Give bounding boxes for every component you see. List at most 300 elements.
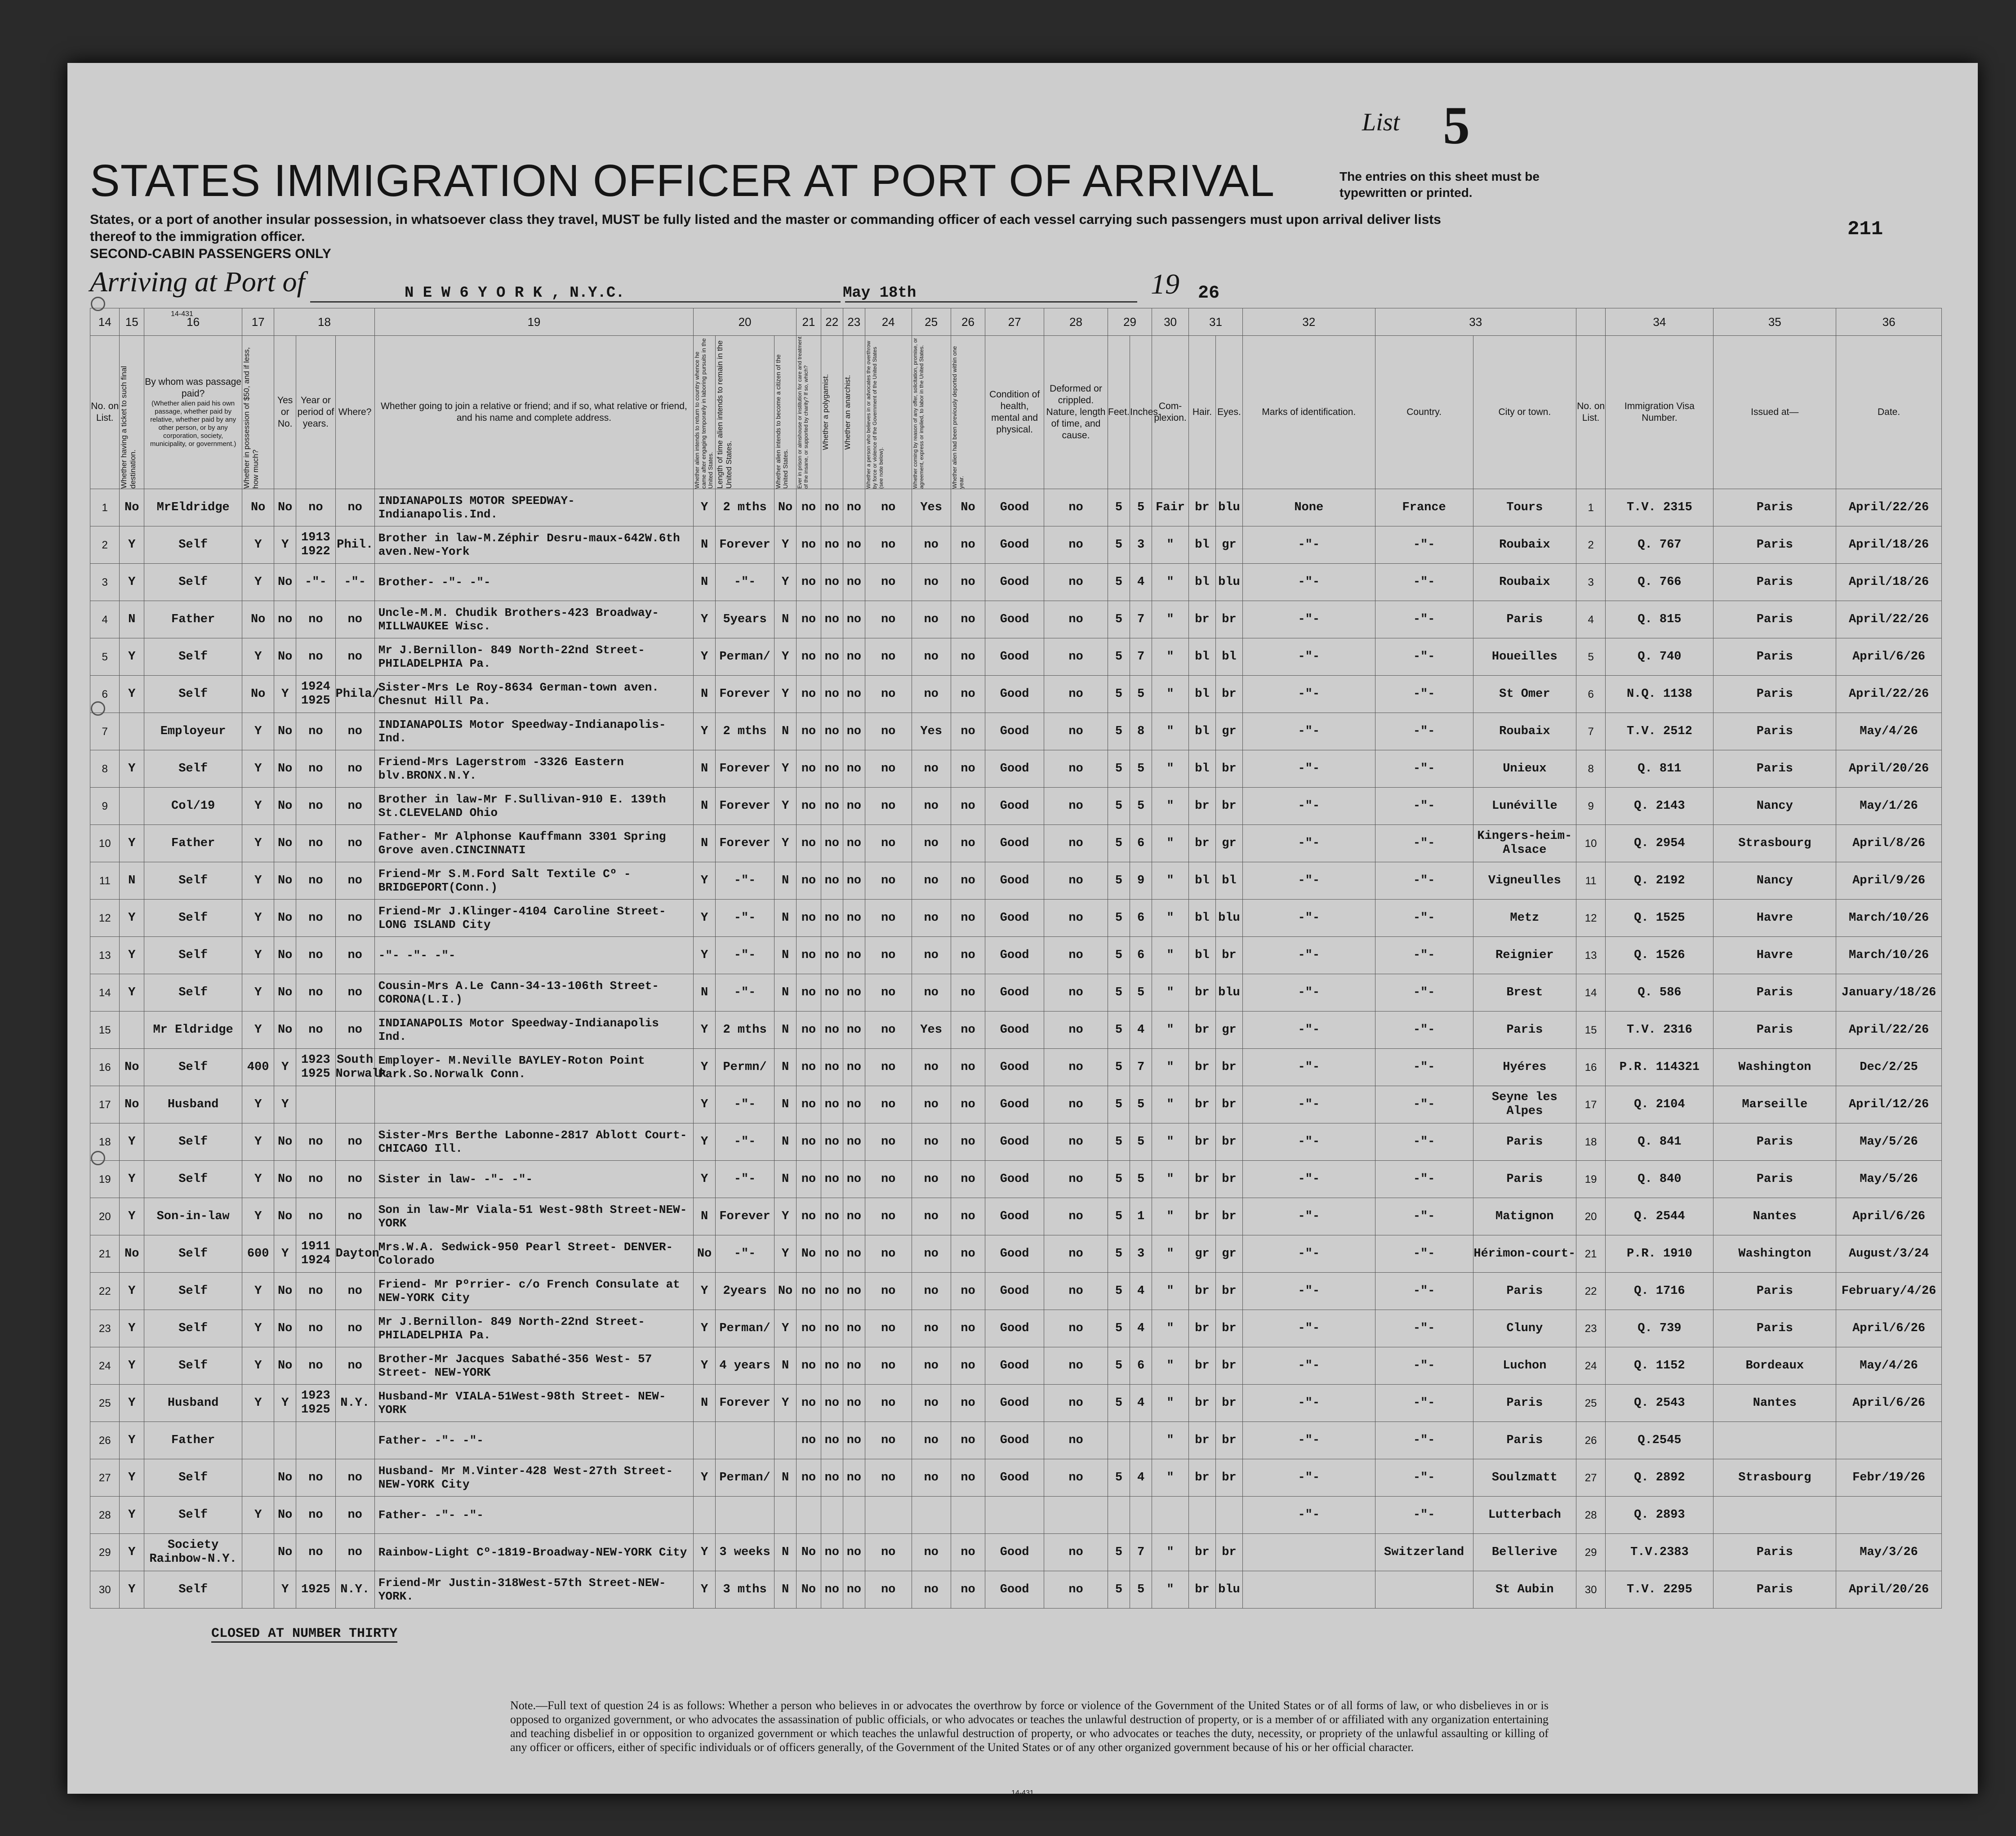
cell-compl: " (1152, 1123, 1189, 1161)
cell-in: 9 (1130, 862, 1152, 900)
cell-e: no (821, 638, 843, 676)
cell-before: No (274, 1273, 296, 1310)
cell-city: St Omer (1473, 676, 1576, 713)
cell-visa: Q. 2143 (1606, 788, 1713, 825)
cell-where: no (335, 900, 374, 937)
cell-health: Good (985, 638, 1044, 676)
cell-b: -"- (716, 1161, 774, 1198)
cell-paid: Employeur (144, 713, 242, 750)
cell-in: 6 (1130, 937, 1152, 974)
cell-eyes: bl (1215, 862, 1242, 900)
cell-ft: 5 (1108, 900, 1130, 937)
cell-ticket: Y (120, 1385, 144, 1422)
cell-eyes: br (1215, 1422, 1242, 1459)
cell-e: no (821, 1347, 843, 1385)
cell-eyes: gr (1215, 825, 1242, 862)
cell-compl: " (1152, 676, 1189, 713)
cell-n: 10 (1576, 825, 1605, 862)
cell-where: N.Y. (335, 1385, 374, 1422)
cell-g (865, 1497, 912, 1534)
cell-n: 25 (1576, 1385, 1605, 1422)
cell-eyes: br (1215, 750, 1242, 788)
cell-ticket (120, 788, 144, 825)
cell-eyes: br (1215, 1310, 1242, 1347)
cell-g: no (865, 564, 912, 601)
cell-visa: Q. 740 (1606, 638, 1713, 676)
cell-in: 4 (1130, 1012, 1152, 1049)
cell-f: no (843, 1459, 865, 1497)
cell-join: Husband-Mr VIALA-51West-98th Street- NEW-YORK (374, 1385, 693, 1422)
cell-issued: Paris (1713, 750, 1836, 788)
cell-i: no (951, 1012, 985, 1049)
cell-city: Hyéres (1473, 1049, 1576, 1086)
cell-b: Perman/ (716, 1459, 774, 1497)
cell-period: no (296, 1123, 335, 1161)
cell-period: no (296, 1198, 335, 1235)
cell-b: Forever (716, 526, 774, 564)
cell-where: no (335, 1497, 374, 1534)
header-purpose-b-text: Length of time alien intends to remain in the United States. (716, 340, 734, 489)
cell-ticket: Y (120, 1459, 144, 1497)
cell-i: no (951, 676, 985, 713)
cell-period: no (296, 974, 335, 1012)
cell-g: no (865, 750, 912, 788)
cell-in: 7 (1130, 638, 1152, 676)
cell-compl: " (1152, 1273, 1189, 1310)
cell-i: no (951, 1086, 985, 1123)
cell-where: no (335, 937, 374, 974)
col-num: 27 (985, 308, 1044, 336)
cell-fifty: Y (242, 564, 274, 601)
cell-hair: br (1188, 1571, 1215, 1609)
table-row (90, 638, 1942, 676)
cell-n: 13 (1576, 937, 1605, 974)
cell-d: no (797, 564, 821, 601)
cell-paid: Self (144, 676, 242, 713)
cell-b: Forever (716, 750, 774, 788)
table-row (90, 1086, 1942, 1123)
cell-h: no (912, 1310, 951, 1347)
cell-join: Uncle-M.M. Chudik Brothers-423 Broadway-MILLWAUKEE Wisc. (374, 601, 693, 638)
cell-ticket: No (120, 489, 144, 526)
cell-health: Good (985, 713, 1044, 750)
cell-d: No (797, 1571, 821, 1609)
column-header-row (90, 336, 1942, 489)
cell-c: Y (774, 788, 797, 825)
header-q26-text: Whether alien had been previously deported within one year. (951, 346, 965, 489)
cell-paid: Self (144, 1049, 242, 1086)
cell-c: N (774, 713, 797, 750)
header-anarchist (843, 336, 865, 489)
cell-vdate: April/12/26 (1836, 1086, 1942, 1123)
cell-fifty (242, 1571, 274, 1609)
cell-join: Father- Mr Alphonse Kauffmann 3301 Spring Grove aven.CINCINNATI (374, 825, 693, 862)
cell-i: no (951, 638, 985, 676)
cell-e: no (821, 1123, 843, 1161)
cell-deformed: no (1044, 937, 1108, 974)
cell-compl: " (1152, 1571, 1189, 1609)
cell-ft: 5 (1108, 713, 1130, 750)
cell-eyes: br (1215, 1123, 1242, 1161)
cell-marks: -"- (1242, 1273, 1375, 1310)
cell-h: no (912, 564, 951, 601)
cell-hair: bl (1188, 900, 1215, 937)
cell-join: Friend-Mr S.M.Ford Salt Textile Cº -BRIDGEPORT(Conn.) (374, 862, 693, 900)
cell-deformed (1044, 1497, 1108, 1534)
cell-paid: Self (144, 1123, 242, 1161)
cell-compl: " (1152, 788, 1189, 825)
cell-before: No (274, 638, 296, 676)
cell-period: 1923 1925 (296, 1049, 335, 1086)
cell-c: Y (774, 564, 797, 601)
cell-join: Father- -"- -"- (374, 1497, 693, 1534)
cell-d: no (797, 1198, 821, 1235)
cell-compl: " (1152, 974, 1189, 1012)
cell-paid: Self (144, 974, 242, 1012)
cell-issued: Paris (1713, 1534, 1836, 1571)
cell-city: Paris (1473, 601, 1576, 638)
cell-n: 13 (90, 937, 120, 974)
header-issued: Issued at— (1713, 336, 1836, 489)
cell-paid: Self (144, 1571, 242, 1609)
cell-eyes: br (1215, 1198, 1242, 1235)
cell-compl: " (1152, 1012, 1189, 1049)
cell-vdate: May/5/26 (1836, 1161, 1942, 1198)
table-row (90, 1422, 1942, 1459)
cell-ft: 5 (1108, 676, 1130, 713)
cell-marks: -"- (1242, 1012, 1375, 1049)
cell-a: N (694, 750, 716, 788)
cell-country: -"- (1375, 1049, 1473, 1086)
cell-country: -"- (1375, 601, 1473, 638)
cell-period: no (296, 1161, 335, 1198)
cell-deformed: no (1044, 601, 1108, 638)
header-inches: Inches. (1130, 336, 1152, 489)
cell-d: No (797, 1235, 821, 1273)
cell-in: 5 (1130, 1571, 1152, 1609)
col-num: 30 (1152, 308, 1189, 336)
cell-join: Father- -"- -"- (374, 1422, 693, 1459)
cell-issued: Paris (1713, 1012, 1836, 1049)
cell-vdate: April/20/26 (1836, 750, 1942, 788)
cell-a: Y (694, 489, 716, 526)
cell-country: -"- (1375, 1086, 1473, 1123)
cell-compl: " (1152, 937, 1189, 974)
cell-city: Lutterbach (1473, 1497, 1576, 1534)
cell-a: Y (694, 1086, 716, 1123)
table-row (90, 713, 1942, 750)
cell-fifty: Y (242, 900, 274, 937)
cell-country: -"- (1375, 638, 1473, 676)
table-row (90, 1161, 1942, 1198)
cell-i: no (951, 713, 985, 750)
cell-i: no (951, 1534, 985, 1571)
cell-deformed: no (1044, 1161, 1108, 1198)
cell-compl: " (1152, 1534, 1189, 1571)
cell-marks: -"- (1242, 937, 1375, 974)
cell-ft: 5 (1108, 1086, 1130, 1123)
cell-n: 23 (1576, 1310, 1605, 1347)
cell-compl: " (1152, 750, 1189, 788)
cell-join: Friend-Mr Justin-318West-57th Street-NEW-YORK. (374, 1571, 693, 1609)
cell-ft: 5 (1108, 1161, 1130, 1198)
cell-marks (1242, 1534, 1375, 1571)
cell-health: Good (985, 1273, 1044, 1310)
cell-ft: 5 (1108, 1310, 1130, 1347)
manifest-table (90, 308, 1942, 1609)
cell-visa: Q. 811 (1606, 750, 1713, 788)
cell-d: no (797, 638, 821, 676)
cell-before: No (274, 862, 296, 900)
cell-f: no (843, 1049, 865, 1086)
cell-vdate: April/8/26 (1836, 825, 1942, 862)
col-num: 14 (90, 308, 120, 336)
cell-n: 29 (1576, 1534, 1605, 1571)
cell-i: No (951, 489, 985, 526)
cell-fifty: Y (242, 937, 274, 974)
cell-g: no (865, 1049, 912, 1086)
cell-b: 4 years (716, 1347, 774, 1385)
cell-join: INDIANAPOLIS MOTOR SPEEDWAY- Indianapolis.Ind. (374, 489, 693, 526)
cell-n: 28 (90, 1497, 120, 1534)
cell-health: Good (985, 1086, 1044, 1123)
cell-g: no (865, 900, 912, 937)
cell-paid: Self (144, 900, 242, 937)
cell-period: no (296, 1273, 335, 1310)
cell-b: 2 mths (716, 489, 774, 526)
cell-h: no (912, 1571, 951, 1609)
cell-fifty: Y (242, 1310, 274, 1347)
cell-c: N (774, 974, 797, 1012)
cell-b: 3 weeks (716, 1534, 774, 1571)
header-marks: Marks of identification. (1242, 336, 1375, 489)
cell-eyes: blu (1215, 974, 1242, 1012)
cell-city: Roubaix (1473, 564, 1576, 601)
cell-issued: Paris (1713, 489, 1836, 526)
cell-n: 7 (1576, 713, 1605, 750)
cell-ft: 5 (1108, 1534, 1130, 1571)
cell-ft: 5 (1108, 1459, 1130, 1497)
cell-hair: bl (1188, 862, 1215, 900)
cell-eyes: gr (1215, 1235, 1242, 1273)
cell-city: Paris (1473, 1123, 1576, 1161)
cell-deformed: no (1044, 1012, 1108, 1049)
cell-b: Perman/ (716, 638, 774, 676)
table-row (90, 676, 1942, 713)
cell-where: Phil. (335, 526, 374, 564)
cell-h: no (912, 1086, 951, 1123)
cell-ticket: Y (120, 750, 144, 788)
cell-g: no (865, 1571, 912, 1609)
cell-ft (1108, 1422, 1130, 1459)
cell-before: no (274, 601, 296, 638)
cell-in: 3 (1130, 526, 1152, 564)
cell-vdate: April/22/26 (1836, 601, 1942, 638)
cell-compl: Fair (1152, 489, 1189, 526)
cell-ticket: Y (120, 1347, 144, 1385)
cell-join (374, 1086, 693, 1123)
cell-in: 4 (1130, 1459, 1152, 1497)
header-period: Year or period of years. (296, 336, 335, 489)
cell-country: -"- (1375, 1012, 1473, 1049)
cell-ticket: Y (120, 1571, 144, 1609)
cell-g: no (865, 937, 912, 974)
cell-marks: -"- (1242, 1459, 1375, 1497)
col-num: 24 (865, 308, 912, 336)
cell-health: Good (985, 1534, 1044, 1571)
cell-issued: Paris (1713, 1123, 1836, 1161)
cell-issued: Paris (1713, 638, 1836, 676)
cell-i: no (951, 862, 985, 900)
cell-visa: Q. 586 (1606, 974, 1713, 1012)
cell-vdate: April/6/26 (1836, 1198, 1942, 1235)
cell-ticket: Y (120, 937, 144, 974)
cell-a: Y (694, 1049, 716, 1086)
cell-deformed: no (1044, 1310, 1108, 1347)
cell-fifty: Y (242, 1198, 274, 1235)
cell-n: 8 (90, 750, 120, 788)
cell-issued: Paris (1713, 676, 1836, 713)
cell-b: -"- (716, 564, 774, 601)
cell-eyes: blu (1215, 489, 1242, 526)
cell-issued: Bordeaux (1713, 1347, 1836, 1385)
cell-issued (1713, 1422, 1836, 1459)
header-q24-text: Whether a person who believes in or advocates the overthrow by force or violence of the Government of the United States (see note below). (865, 341, 884, 489)
cell-fifty: No (242, 676, 274, 713)
header-visa: Immigration Visa Number. (1606, 336, 1713, 489)
cell-visa: Q. 767 (1606, 526, 1713, 564)
cell-d: no (797, 526, 821, 564)
cell-i: no (951, 974, 985, 1012)
cell-n: 24 (1576, 1347, 1605, 1385)
header-yes-no: Yes or No. (274, 336, 296, 489)
cell-visa: T.V. 2512 (1606, 713, 1713, 750)
cell-health: Good (985, 601, 1044, 638)
cell-a: Y (694, 900, 716, 937)
cell-in: 3 (1130, 1235, 1152, 1273)
cell-join: Brother- -"- -"- (374, 564, 693, 601)
cell-period: no (296, 1497, 335, 1534)
cell-b: 2 mths (716, 1012, 774, 1049)
cell-d: no (797, 601, 821, 638)
cell-ticket: Y (120, 1534, 144, 1571)
cell-i: no (951, 526, 985, 564)
cell-period: no (296, 900, 335, 937)
cell-e: no (821, 601, 843, 638)
cell-issued: Nancy (1713, 788, 1836, 825)
cell-vdate: April/6/26 (1836, 638, 1942, 676)
cell-marks: -"- (1242, 638, 1375, 676)
cell-c: Y (774, 1385, 797, 1422)
cell-where: -"- (335, 564, 374, 601)
cell-paid: Mr Eldridge (144, 1012, 242, 1049)
cell-d: no (797, 676, 821, 713)
cell-ticket (120, 1012, 144, 1049)
cell-paid: Society Rainbow-N.Y. (144, 1534, 242, 1571)
cell-i: no (951, 788, 985, 825)
cell-city: Bellerive (1473, 1534, 1576, 1571)
cell-b: -"- (716, 937, 774, 974)
header-paid-by-note: (Whether alien paid his own passage, whether paid by relative, whether paid by any other person, or by any corporation, society, municipality, or government.) (150, 400, 236, 448)
cell-in: 5 (1130, 1123, 1152, 1161)
cell-ft: 5 (1108, 1235, 1130, 1273)
cell-b: Perman/ (716, 1310, 774, 1347)
cell-issued: Nantes (1713, 1385, 1836, 1422)
cell-ft: 5 (1108, 564, 1130, 601)
cell-hair: br (1188, 825, 1215, 862)
cell-city: Paris (1473, 1385, 1576, 1422)
cell-city: Vigneulles (1473, 862, 1576, 900)
col-num: 15 (120, 308, 144, 336)
cell-country: -"- (1375, 1459, 1473, 1497)
cell-join: Mr J.Bernillon- 849 North-22nd Street- PHILADELPHIA Pa. (374, 638, 693, 676)
cell-deformed: no (1044, 676, 1108, 713)
cell-period: no (296, 1347, 335, 1385)
cell-f: no (843, 1422, 865, 1459)
cell-country: -"- (1375, 1161, 1473, 1198)
cell-hair: gr (1188, 1235, 1215, 1273)
cell-ft: 5 (1108, 1198, 1130, 1235)
cell-where: N.Y. (335, 1571, 374, 1609)
cell-ft (1108, 1497, 1130, 1534)
cell-where: no (335, 601, 374, 638)
col-num: 26 (951, 308, 985, 336)
cell-vdate: April/6/26 (1836, 1310, 1942, 1347)
cell-city: Roubaix (1473, 526, 1576, 564)
cell-i: no (951, 1422, 985, 1459)
cell-d: no (797, 1310, 821, 1347)
cell-fifty: Y (242, 526, 274, 564)
cell-h: no (912, 1385, 951, 1422)
header-deformed: Deformed or crippled. Nature, length of time, and cause. (1044, 336, 1108, 489)
cell-where: Dayton (335, 1235, 374, 1273)
cell-e: no (821, 788, 843, 825)
cell-n: 1 (1576, 489, 1605, 526)
col-num: 31 (1188, 308, 1242, 336)
cell-join: Friend-Mrs Lagerstrom -3326 Eastern blv.BRONX.N.Y. (374, 750, 693, 788)
cell-join: Friend-Mr J.Klinger-4104 Caroline Street-LONG ISLAND City (374, 900, 693, 937)
cell-a: Y (694, 1310, 716, 1347)
cell-n: 15 (1576, 1012, 1605, 1049)
cell-before: No (274, 713, 296, 750)
cell-paid: Self (144, 526, 242, 564)
cell-e: no (821, 900, 843, 937)
cell-a: Y (694, 1123, 716, 1161)
cell-d: no (797, 1049, 821, 1086)
cell-city: Paris (1473, 1012, 1576, 1049)
cell-h: no (912, 601, 951, 638)
cell-compl: " (1152, 564, 1189, 601)
cell-period: no (296, 1310, 335, 1347)
cell-period: 1911 1924 (296, 1235, 335, 1273)
cell-compl: " (1152, 713, 1189, 750)
cell-d: No (797, 1534, 821, 1571)
cell-f: no (843, 1123, 865, 1161)
table-row (90, 937, 1942, 974)
year-suffix: 26 (1198, 283, 1220, 303)
cell-in: 6 (1130, 1347, 1152, 1385)
cell-eyes: br (1215, 676, 1242, 713)
cell-fifty: Y (242, 974, 274, 1012)
cell-compl: " (1152, 638, 1189, 676)
cell-ticket: Y (120, 900, 144, 937)
header-date: Date. (1836, 336, 1942, 489)
cell-f: no (843, 1347, 865, 1385)
cell-period: 1925 (296, 1571, 335, 1609)
cell-n: 16 (90, 1049, 120, 1086)
cell-in: 6 (1130, 900, 1152, 937)
cell-e: no (821, 825, 843, 862)
